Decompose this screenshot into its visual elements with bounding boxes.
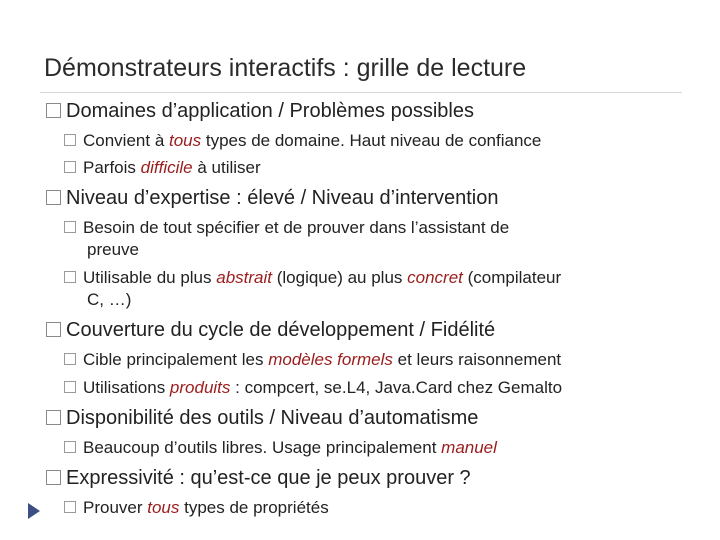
subbullet-text: types de domaine. Haut niveau de confiance [201, 131, 542, 150]
checkbox-bullet-icon [46, 322, 61, 337]
subbullet-text: Utilisable du plus [83, 268, 217, 287]
slide-title: Démonstrateurs interactifs : grille de lecture [44, 54, 527, 82]
emphasis-text: manuel [441, 438, 497, 457]
checkbox-bullet-icon [46, 470, 61, 485]
subbullet-text: : compcert, se.L4, Java.Card chez Gemalto [230, 378, 563, 397]
checkbox-bullet-icon [46, 190, 61, 205]
subbullet-text: Cible principalement les [83, 350, 269, 369]
checkbox-bullet-icon [64, 271, 76, 283]
bullet-text: Couverture du cycle de développement / Fidélité [66, 319, 496, 341]
emphasis-text: modèles formels [268, 350, 393, 369]
subbullet-text: (logique) au plus [272, 268, 408, 287]
bullet-couverture [46, 319, 495, 342]
subbullet-utilisable [64, 268, 561, 288]
subbullet-prouver [64, 498, 329, 518]
bullet-text: Domaines d’application / Problèmes possibles [66, 100, 474, 122]
bullet-expressivite [46, 467, 471, 490]
subbullet-parfois [64, 158, 261, 178]
subbullet-cible [64, 350, 561, 370]
subbullet-text: (compilateur [462, 268, 562, 287]
subbullet-besoin-continuation: preuve [87, 240, 139, 259]
subbullet-text: Utilisations [83, 378, 170, 397]
subbullet-text: types de propriétés [179, 498, 329, 517]
checkbox-bullet-icon [64, 221, 76, 233]
subbullet-text: Parfois [83, 158, 141, 177]
subbullet-besoin [64, 218, 509, 238]
bullet-disponibilite [46, 407, 478, 430]
subbullet-utilisable-continuation: C, …) [87, 290, 132, 309]
subbullet-text: Prouver [83, 498, 148, 517]
bullet-text: Expressivité : qu’est-ce que je peux prouver ? [66, 467, 471, 489]
subbullet-text: Convient à [83, 131, 169, 150]
subbullet-text: et leurs raisonnement [392, 350, 562, 369]
subbullet-text: à utiliser [192, 158, 261, 177]
emphasis-text: produits [169, 378, 231, 397]
emphasis-text: concret [407, 268, 463, 287]
emphasis-text: abstrait [216, 268, 272, 287]
subbullet-text: Besoin de tout spécifier et de prouver dans l’assistant de [83, 218, 510, 237]
emphasis-text: difficile [140, 158, 193, 177]
bullet-domaines [46, 100, 474, 123]
checkbox-bullet-icon [64, 134, 76, 146]
next-slide-arrow-icon[interactable] [28, 503, 40, 519]
checkbox-bullet-icon [64, 381, 76, 393]
emphasis-text: tous [169, 131, 202, 150]
subbullet-beaucoup [64, 438, 497, 458]
bullet-niveau-expertise [46, 187, 498, 210]
checkbox-bullet-icon [46, 103, 61, 118]
bullet-text: Disponibilité des outils / Niveau d’automatisme [66, 407, 479, 429]
title-divider [40, 92, 682, 93]
subbullet-convient [64, 131, 541, 151]
checkbox-bullet-icon [64, 441, 76, 453]
bullet-text: Niveau d’expertise : élevé / Niveau d’intervention [66, 187, 499, 209]
checkbox-bullet-icon [64, 501, 76, 513]
subbullet-utilisations [64, 378, 562, 398]
emphasis-text: tous [147, 498, 180, 517]
checkbox-bullet-icon [64, 353, 76, 365]
checkbox-bullet-icon [64, 161, 76, 173]
subbullet-text: Beaucoup d’outils libres. Usage principalement [83, 438, 442, 457]
checkbox-bullet-icon [46, 410, 61, 425]
